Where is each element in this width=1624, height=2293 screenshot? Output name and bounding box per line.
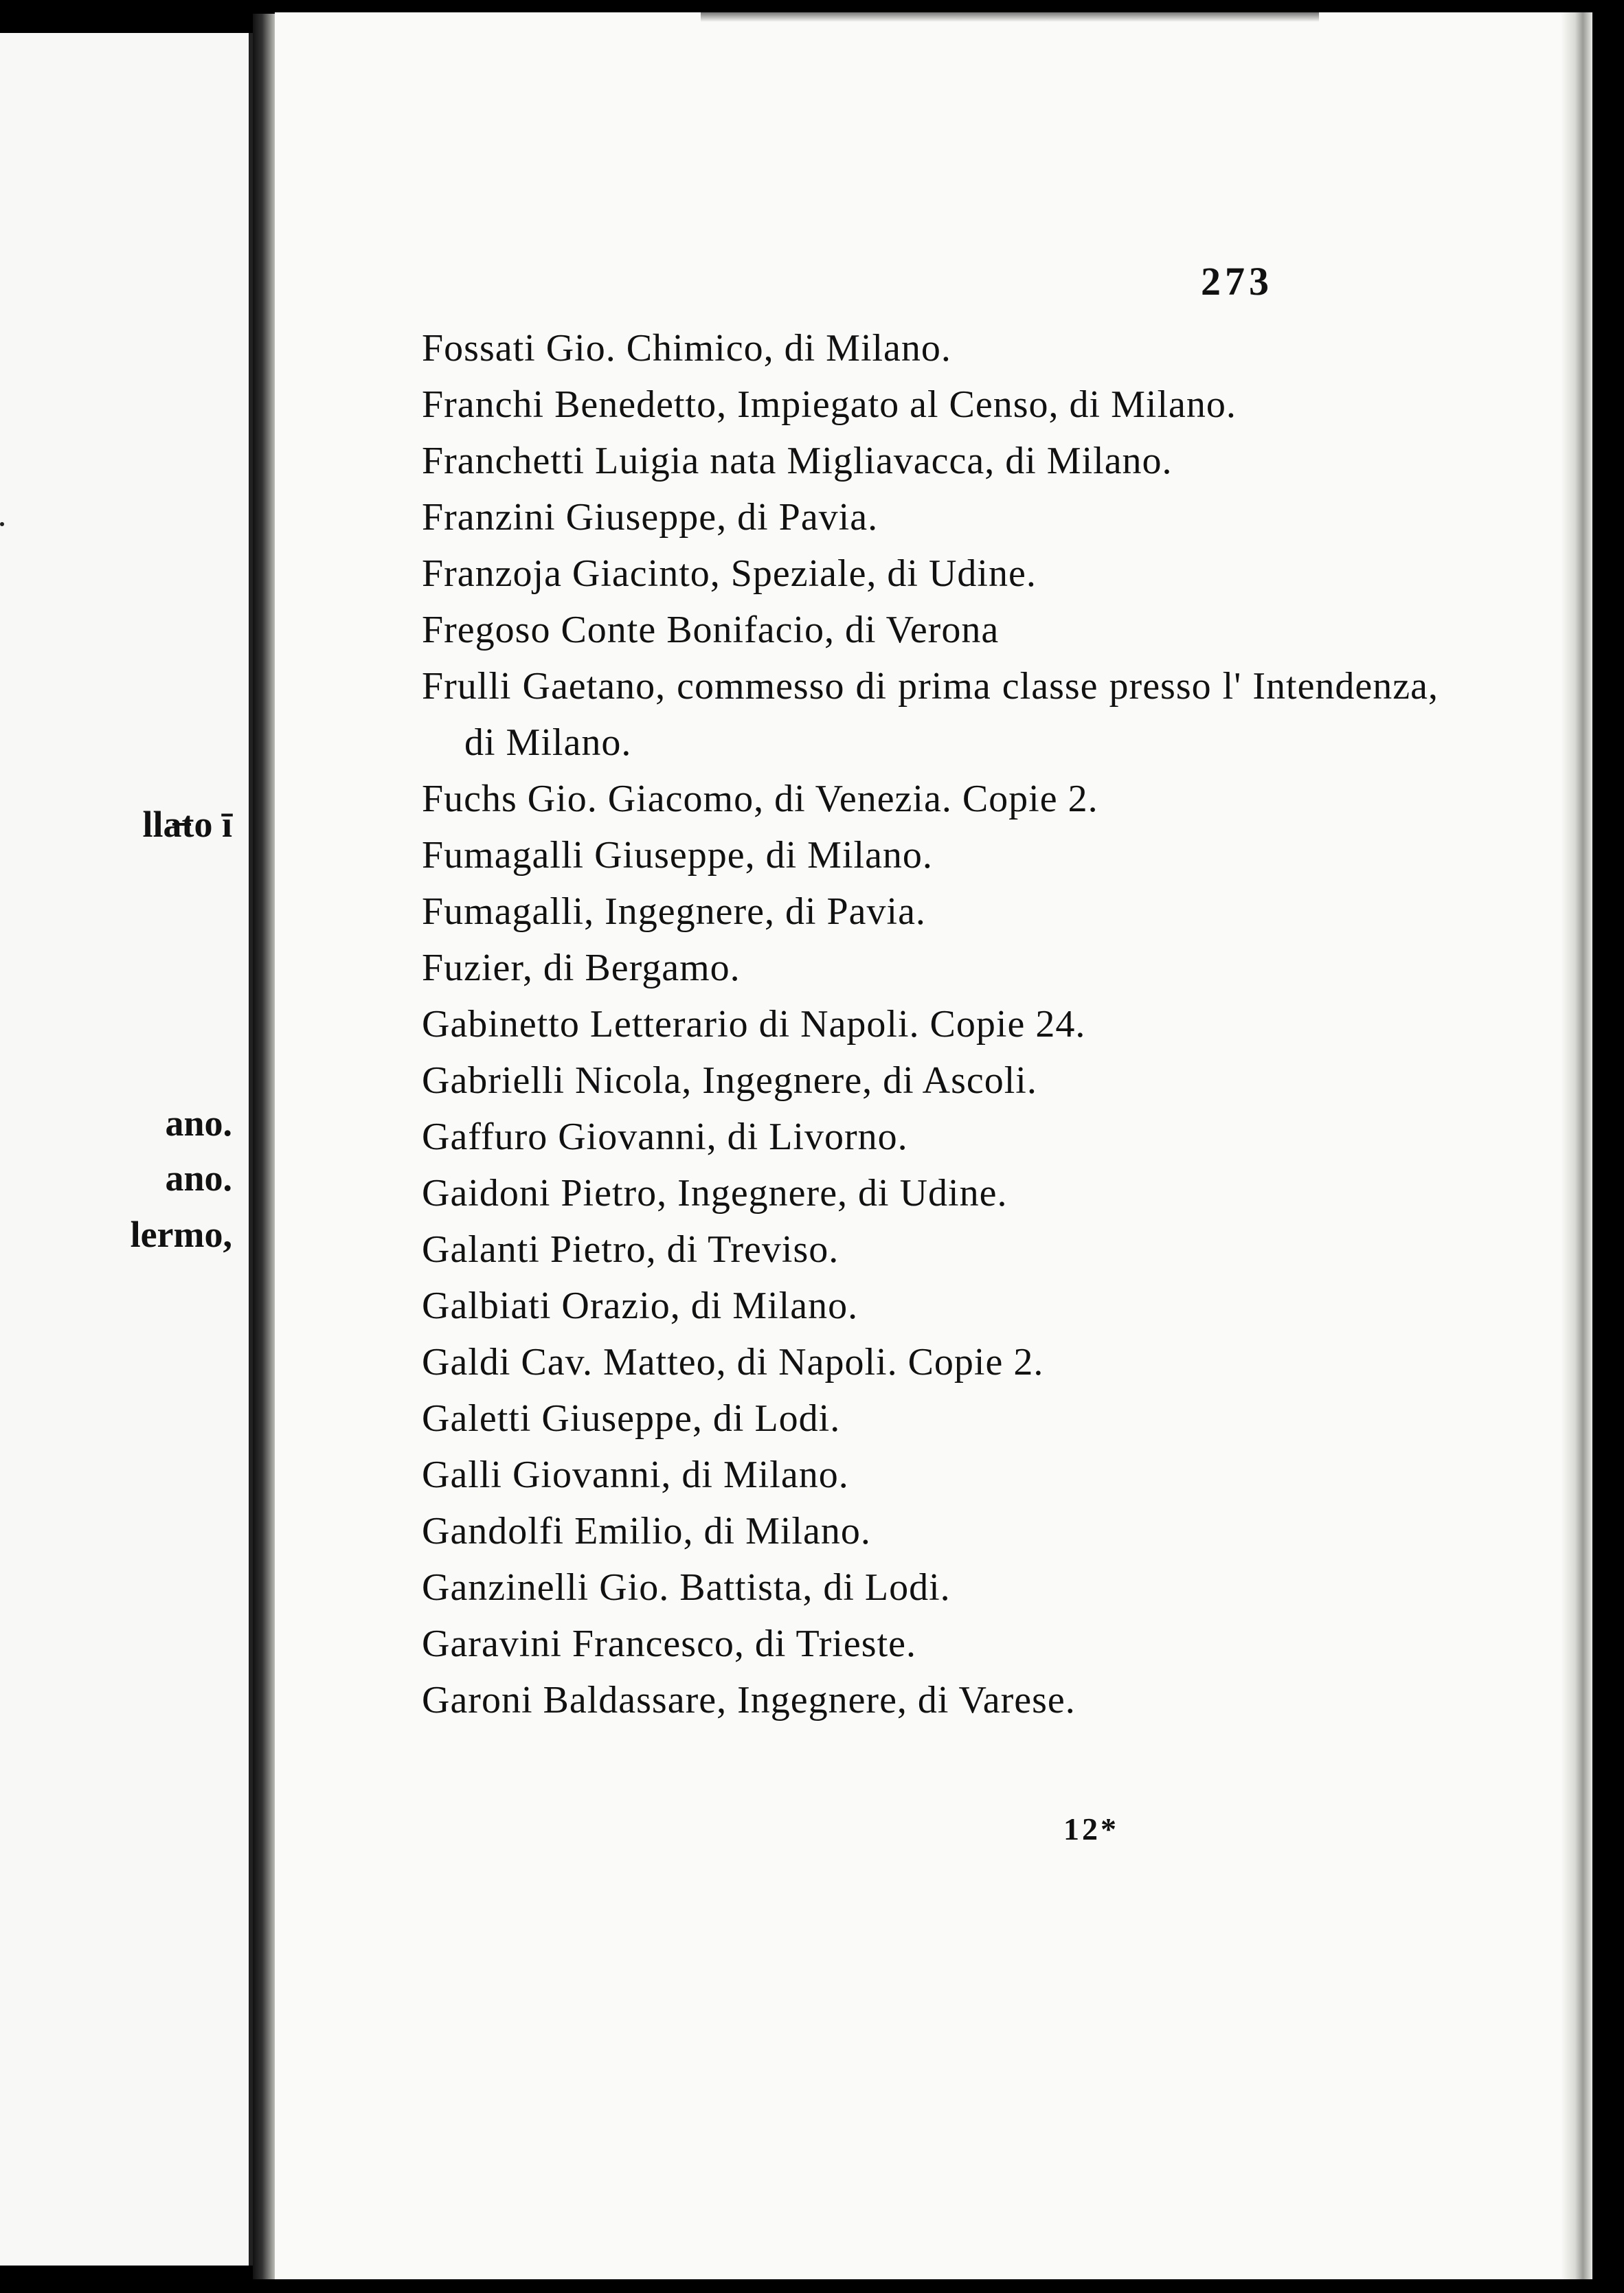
list-item: Fuchs Gio. Giacomo, di Venezia. Copie 2. (422, 778, 1098, 820)
list-item: Gabrielli Nicola, Ingegnere, di Ascoli. (422, 1059, 1037, 1102)
list-item: Galdi Cav. Matteo, di Napoli. Copie 2. (422, 1341, 1044, 1383)
list-item: Galbiati Orazio, di Milano. (422, 1285, 859, 1327)
list-item: Gandolfi Emilio, di Milano. (422, 1510, 871, 1552)
list-item: Franzini Giuseppe, di Pavia. (422, 496, 879, 539)
list-item: Fregoso Conte Bonifacio, di Verona (422, 609, 1000, 651)
scan-smudge (701, 12, 1319, 22)
list-item: Frulli Gaetano, commesso di prima classe presso l' Intendenza, di Milano. (422, 665, 1439, 764)
list-item: Garoni Baldassare, Ingegnere, di Varese. (422, 1679, 1076, 1721)
left-text-fragment: ano. (165, 1157, 232, 1199)
list-item: Franchi Benedetto, Impiegato al Censo, di Milano. (422, 383, 1237, 426)
list-item: Ganzinelli Gio. Battista, di Lodi. (422, 1566, 951, 1609)
list-item: Franchetti Luigia nata Migliavacca, di Milano. (422, 440, 1173, 482)
left-text-fragment: ano. (165, 1103, 232, 1144)
list-item: Fumagalli, Ingegnere, di Pavia. (422, 890, 926, 933)
list-item: Fuzier, di Bergamo. (422, 947, 741, 989)
list-item: Fumagalli Giuseppe, di Milano. (422, 834, 933, 877)
page-number: 273 (1201, 259, 1273, 304)
list-item: Galetti Giuseppe, di Lodi. (422, 1397, 841, 1440)
subscriber-list (422, 320, 1439, 1728)
list-item: Fossati Gio. Chimico, di Milano. (422, 327, 951, 370)
list-item: Gabinetto Letterario di Napoli. Copie 24. (422, 1003, 1086, 1046)
list-item: Galli Giovanni, di Milano. (422, 1454, 849, 1496)
left-page-fragment (0, 33, 253, 2266)
list-item: Franzoja Giacinto, Speziale, di Udine. (422, 552, 1037, 595)
printer-signature-mark: 12* (1063, 1811, 1119, 1846)
list-item: Gaffuro Giovanni, di Livorno. (422, 1116, 908, 1158)
page-edge (1561, 12, 1592, 2279)
list-item: Gaidoni Pietro, Ingegnere, di Udine. (422, 1172, 1008, 1215)
left-text-fragment: lermo, (130, 1214, 232, 1255)
book-gutter (253, 14, 276, 2279)
list-item: Garavini Francesco, di Trieste. (422, 1623, 916, 1665)
ink-dot (0, 522, 4, 526)
main-page (275, 12, 1592, 2279)
list-item: Galanti Pietro, di Treviso. (422, 1228, 839, 1271)
left-text-fragment: lla̶to ī (142, 804, 232, 845)
